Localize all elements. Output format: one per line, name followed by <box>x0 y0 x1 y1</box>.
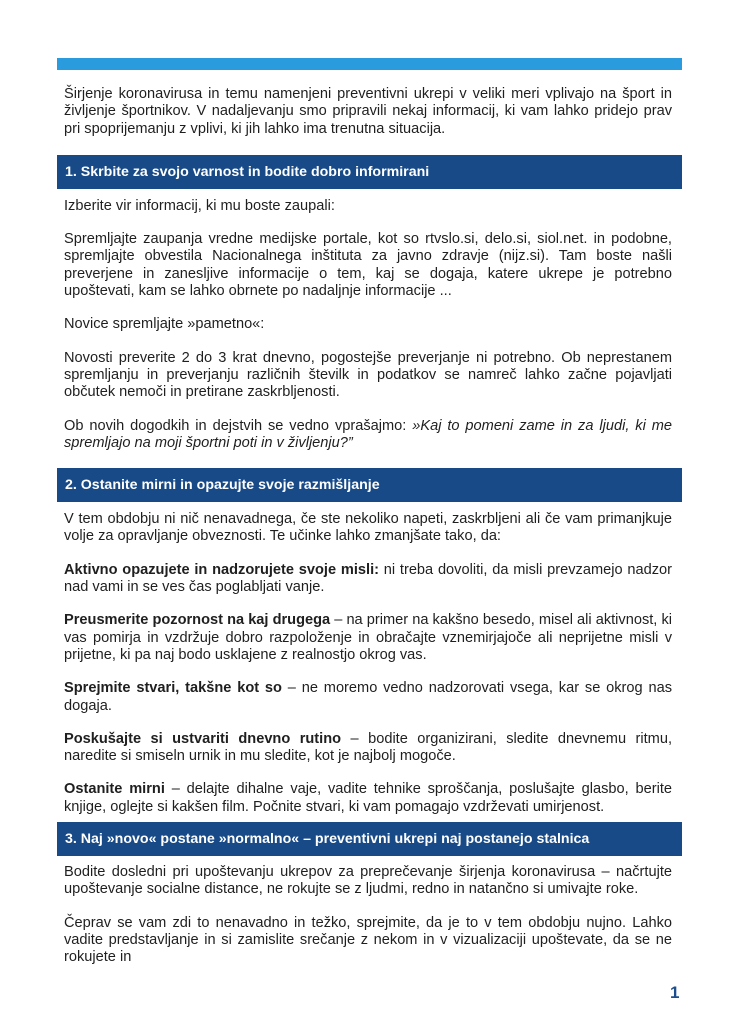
list-item-bold: Poskušajte si ustvariti dnevno rutino <box>64 730 342 747</box>
intro-paragraph: Širjenje koronavirusa in temu namenjeni preventivni ukrepi v veliki meri vplivajo na šport in življenje športnikov. V nadaljevanju smo pripravili nekaj informacij, ki vam lahko pridejo prav pri spoprijemanju z vplivi, ki jih lahko ima trenutna situacija. <box>64 86 672 137</box>
list-item-bold: Preusmerite pozornost na kaj drugega <box>64 612 331 629</box>
section-2-heading: 2. Ostanite mirni in opazujte svoje razmišljanje <box>57 468 682 502</box>
list-item <box>64 781 672 816</box>
question-lead: Ob novih dogodkih in dejstvih se vedno vprašajmo: <box>64 417 413 434</box>
section-1-paragraph-2: Spremljajte zaupanja vredne medijske portale, kot so rtvslo.si, delo.si, siol.net. in podobne, spremljajte obvestila Nacionalnega inštituta za javno zdravje (nijz.si). Tam boste našli preverjene in zanesljive informacije o tem, kaj se dogaja, katere ukrepe je potrebno upoštevati, kam se lahko obrnete po nadaljnje informacije ... <box>64 231 672 300</box>
list-item-text: – delajte dihalne vaje, vadite tehnike sproščanja, poslušajte glasbo, berite knjige, oglejte si kakšen film. Počnite stvari, ki vam pomagajo vzdrževati umirjenost. <box>64 781 672 815</box>
section-1-paragraph-5 <box>64 418 672 453</box>
list-item <box>64 562 672 597</box>
list-item-text: – bodite organizirani, sledite dnevnemu ritmu, naredite si smiseln urnik in mu sledite, kot je najbolj mogoče. <box>64 730 672 765</box>
document-body <box>64 86 672 967</box>
section-1-paragraph-3: Novice spremljajte »pametno«: <box>64 316 265 333</box>
list-item-bold: Aktivno opazujete in nadzorujete svoje misli: <box>64 561 379 578</box>
list-item-text: – ne moremo vedno nadzorovati vsega, kar se okrog nas dogaja. <box>64 680 672 714</box>
list-item-text: ni treba dovoliti, da misli prevzamejo nadzor nad vami in se ves čas poglabljati vanje. <box>64 561 672 596</box>
section-3-paragraph-1: Bodite dosledni pri upoštevanju ukrepov za preprečevanje širjenja koronavirusa – načrtujte upoštevanje socialne distance, ne rokujte se z ljudmi, redno in natančno si umivajte roke. <box>64 864 672 898</box>
list-item <box>64 612 672 664</box>
section-1-heading: 1. Skrbite za svojo varnost in bodite dobro informirani <box>57 155 682 189</box>
section-3-paragraph-2: Čeprav se vam zdi to nenavadno in težko, sprejmite, da je to v tem obdobju nujno. Lahko vadite predstavljanje in si zamislite srečanje z nekom in v vizualizaciji upoštevate, da se ne rokujete in <box>64 914 672 966</box>
list-item <box>64 680 672 715</box>
list-item <box>64 731 672 766</box>
top-accent-bar <box>57 58 682 70</box>
list-item-bold: Sprejmite stvari, takšne kot so <box>64 680 282 697</box>
question-quote: »Kaj to pomeni zame in za ljudi, ki me spremljajo na moji športni poti in v življenju?” <box>64 417 673 451</box>
list-item-bold: Ostanite mirni <box>64 781 165 798</box>
section-2-paragraph-1: V tem obdobju ni nič nenavadnega, če ste nekoliko napeti, zaskrbljeni ali če vam primanjkuje volje za opravljanje obveznosti. Te učinke lahko zmanjšate tako, da: <box>64 511 672 545</box>
section-3-heading: 3. Naj »novo« postane »normalno« – preventivni ukrepi naj postanejo stalnica <box>57 822 682 856</box>
list-item-text: – na primer na kakšno besedo, misel ali aktivnost, ki vas pomirja in vzdržuje dobro razpoloženje in obračajte vznemirjajoče ali neprijetne misli v prijetne, ki pa naj bodo usklajene z realnostjo okrog vas. <box>64 612 672 663</box>
section-1-paragraph-4: Novosti preverite 2 do 3 krat dnevno, pogostejše preverjanje ni potrebno. Ob neprestanem spremljanju in preverjanju različnih številk in podatkov se namreč lahko začne pojavljati občutek nemoči in pretirane zaskrbljenosti. <box>64 349 672 401</box>
page-number: 1 <box>670 983 680 1002</box>
section-1-paragraph-1: Izberite vir informacij, ki mu boste zaupali: <box>64 197 335 214</box>
